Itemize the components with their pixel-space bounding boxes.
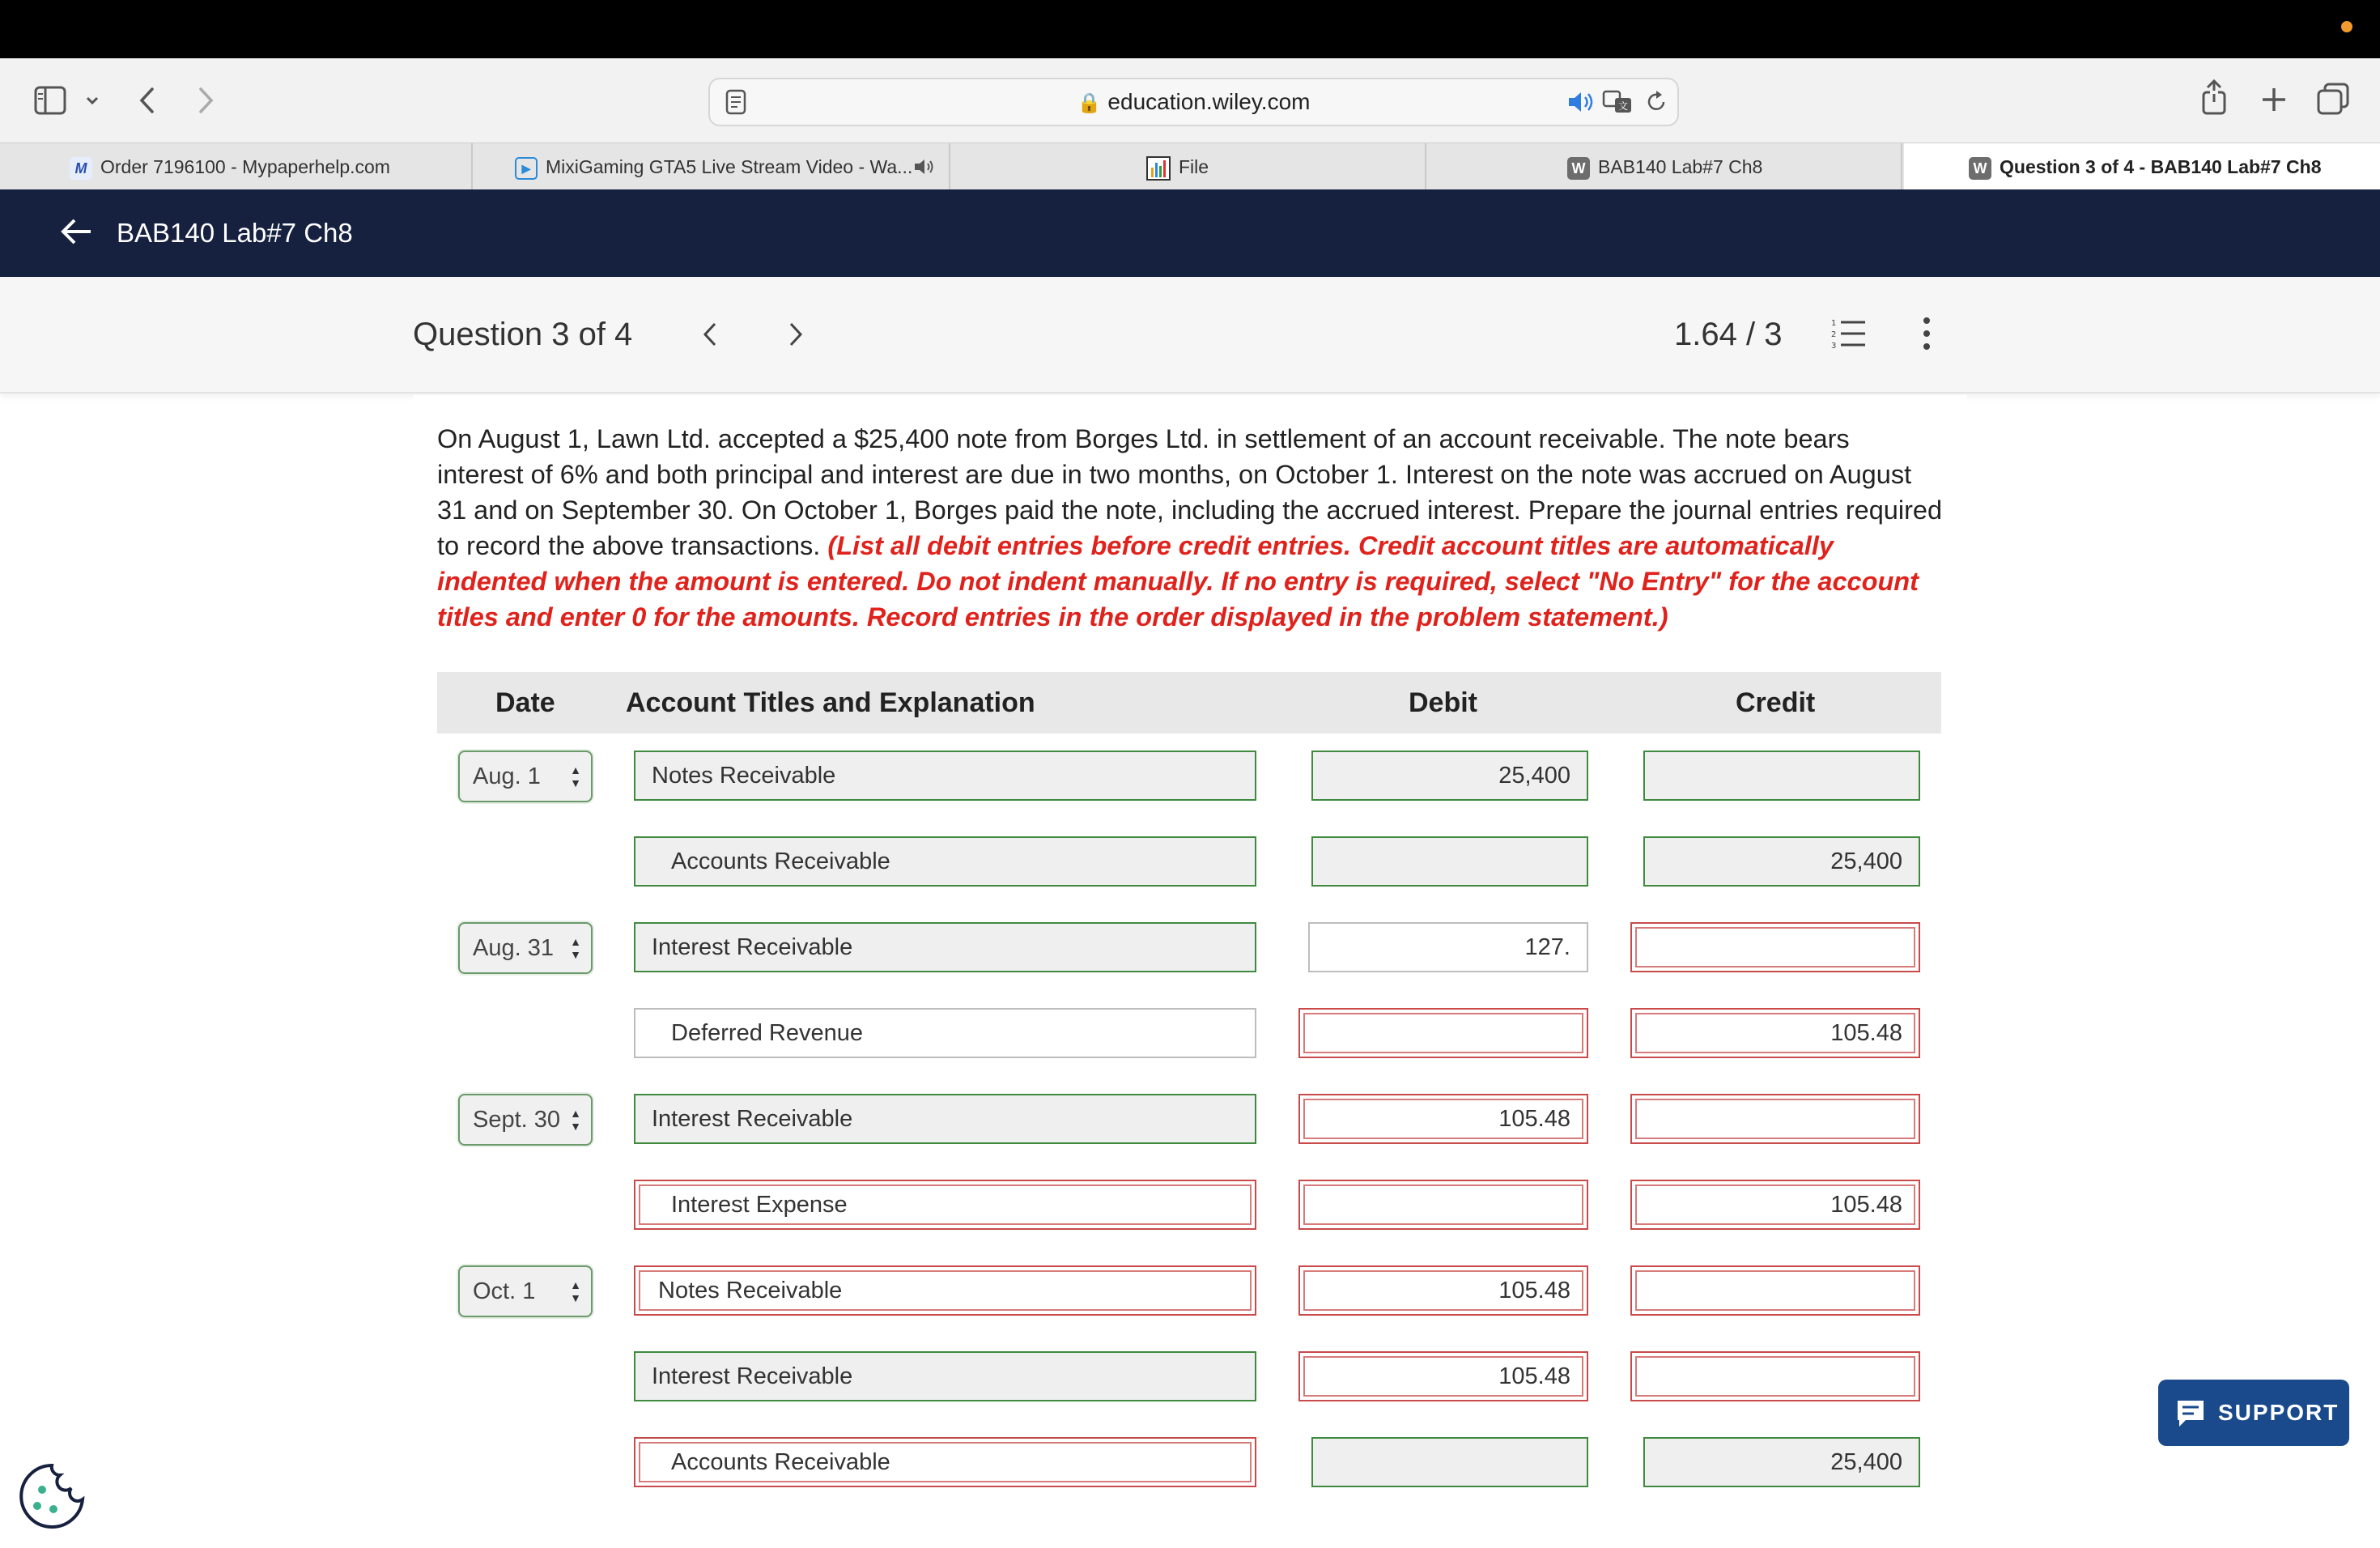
date-value: Aug. 31 [473,935,554,961]
tab-mypaperhelp[interactable] [0,143,473,190]
support-button[interactable] [2158,1380,2349,1446]
back-nav-icon[interactable] [138,86,157,115]
chat-bubble-icon [2174,1397,2207,1430]
tab-label: Question 3 of 4 - BAB140 Lab#7 Ch8 [2000,156,2322,177]
recording-indicator-dot [2341,21,2352,32]
svg-text:2: 2 [1831,330,1837,339]
problem-instruction: (List all debit entries before credit entries. Credit account titles are automatically indented when the amount is entered. Do not indent manually. If no entry is required, select "No Entry" for the account titles and enter 0 for the amounts. Record entries in the order displayed in the problem statement.) [437,531,1919,632]
sidebar-toggle-icon[interactable] [34,86,66,115]
debit-input[interactable]: 105.48 [1298,1351,1588,1401]
select-arrows-icon: ▲ ▼ [570,1107,581,1133]
date-value: Oct. 1 [473,1278,536,1304]
credit-input[interactable]: 105.48 [1630,1008,1920,1058]
tab-overview-icon[interactable] [2317,83,2349,115]
cookie-settings-icon[interactable] [18,1462,86,1530]
url-value: education.wiley.com [1107,89,1311,114]
question-counter: Question 3 of 4 [413,317,633,352]
lock-icon: 🔒 [1077,92,1102,114]
date-select[interactable] [458,1265,593,1317]
chevron-right-icon [787,321,805,348]
audio-playing-icon[interactable] [1566,89,1596,115]
wiley-favicon-icon: W [1567,157,1590,180]
account-title-input[interactable]: Notes Receivable [634,1265,1256,1316]
app-header [0,189,2380,277]
debit-input[interactable]: 105.48 [1298,1265,1588,1316]
credit-input[interactable] [1630,1094,1920,1144]
svg-text:文: 文 [1617,100,1629,112]
date-select[interactable] [458,922,593,974]
credit-input[interactable] [1630,922,1920,972]
credit-column-header: Credit [1736,687,1816,718]
tab-label: File [1179,156,1209,177]
chevron-left-icon [701,321,719,348]
tab-bab140-lab[interactable] [1428,143,1902,190]
select-arrows-icon: ▲ ▼ [570,935,581,961]
credit-input[interactable] [1643,751,1920,801]
debit-input[interactable]: 127. [1308,922,1588,972]
score-display: 1.64 / 3 [1674,317,1783,352]
translate-icon[interactable] [1602,89,1634,115]
chevron-down-icon[interactable] [86,96,99,105]
browser-toolbar [0,58,2380,142]
credit-input[interactable]: 105.48 [1630,1180,1920,1230]
chart-favicon-icon [1146,156,1171,181]
video-favicon-icon: ▶ [515,157,538,180]
date-value: Sept. 30 [473,1107,561,1133]
tab-file[interactable] [952,143,1426,190]
account-column-header: Account Titles and Explanation [626,687,1035,718]
url-text [710,79,1677,126]
account-title-input[interactable]: Interest Receivable [634,922,1256,972]
debit-input[interactable]: 105.48 [1298,1094,1588,1144]
select-arrows-icon: ▲ ▼ [570,1278,581,1304]
back-arrow-icon[interactable] [58,214,94,249]
reload-icon[interactable] [1644,89,1668,115]
debit-column-header: Debit [1409,687,1477,718]
account-title-input[interactable]: Interest Receivable [634,1094,1256,1144]
support-label: SUPPORT [2218,1400,2340,1425]
tab-bar [0,142,2380,190]
debit-input[interactable] [1311,836,1588,887]
previous-question-button[interactable] [701,277,719,395]
problem-statement [437,421,1943,635]
account-title-input[interactable]: Interest Expense [634,1180,1256,1230]
share-icon[interactable] [2200,79,2228,115]
account-title-input[interactable]: Accounts Receivable [634,1437,1256,1487]
credit-input[interactable]: 25,400 [1643,836,1920,887]
address-bar[interactable] [708,78,1679,126]
debit-input[interactable] [1298,1180,1588,1230]
tab-label: BAB140 Lab#7 Ch8 [1598,156,1763,177]
debit-input[interactable] [1311,1437,1588,1487]
tab-label: Order 7196100 - Mypaperhelp.com [100,156,390,177]
system-status-bar [0,0,2380,58]
account-title-input[interactable]: Interest Receivable [634,1351,1256,1401]
select-arrows-icon: ▲ ▼ [570,763,581,789]
account-title-input[interactable]: Accounts Receivable [634,836,1256,887]
date-select[interactable] [458,751,593,802]
wiley-favicon-icon: W [1969,157,1991,180]
tab-label: MixiGaming GTA5 Live Stream Video - Wa... [546,156,913,177]
journal-table-header [437,672,1941,734]
next-question-button[interactable] [787,277,805,395]
svg-text:3: 3 [1831,342,1837,351]
account-title-input[interactable]: Deferred Revenue [634,1008,1256,1058]
new-tab-icon[interactable] [2260,86,2288,113]
svg-text:1: 1 [1831,319,1837,328]
question-list-icon[interactable] [1831,316,1867,351]
more-options-icon[interactable] [1919,316,1935,351]
debit-input[interactable]: 25,400 [1311,751,1588,801]
mypaperhelp-favicon-icon: M [70,157,92,180]
date-value: Aug. 1 [473,763,541,789]
tab-audio-icon[interactable] [913,157,937,176]
problem-text: On August 1, Lawn Ltd. accepted a $25,400 note from Borges Ltd. in settlement of an account receivable. The note bears interest of 6% and both principal and interest are due in two months, on October 1. Interest on the note was accrued on August 31 and on September 30. On October 1, Borges paid the note, including the accrued interest. Prepare the journal entries required to record the above transactions. [437,424,1943,560]
account-title-input[interactable]: Notes Receivable [634,751,1256,801]
date-select[interactable] [458,1094,593,1146]
debit-input[interactable] [1298,1008,1588,1058]
tab-question-3[interactable] [1904,143,2380,190]
question-navigation-bar [0,277,2380,393]
credit-input[interactable] [1630,1351,1920,1401]
tab-mixigaming[interactable] [474,143,950,190]
credit-input[interactable] [1630,1265,1920,1316]
credit-input[interactable]: 25,400 [1643,1437,1920,1487]
assignment-title[interactable]: BAB140 Lab#7 Ch8 [117,218,353,248]
forward-nav-icon[interactable] [196,86,215,115]
date-column-header: Date [495,687,555,718]
